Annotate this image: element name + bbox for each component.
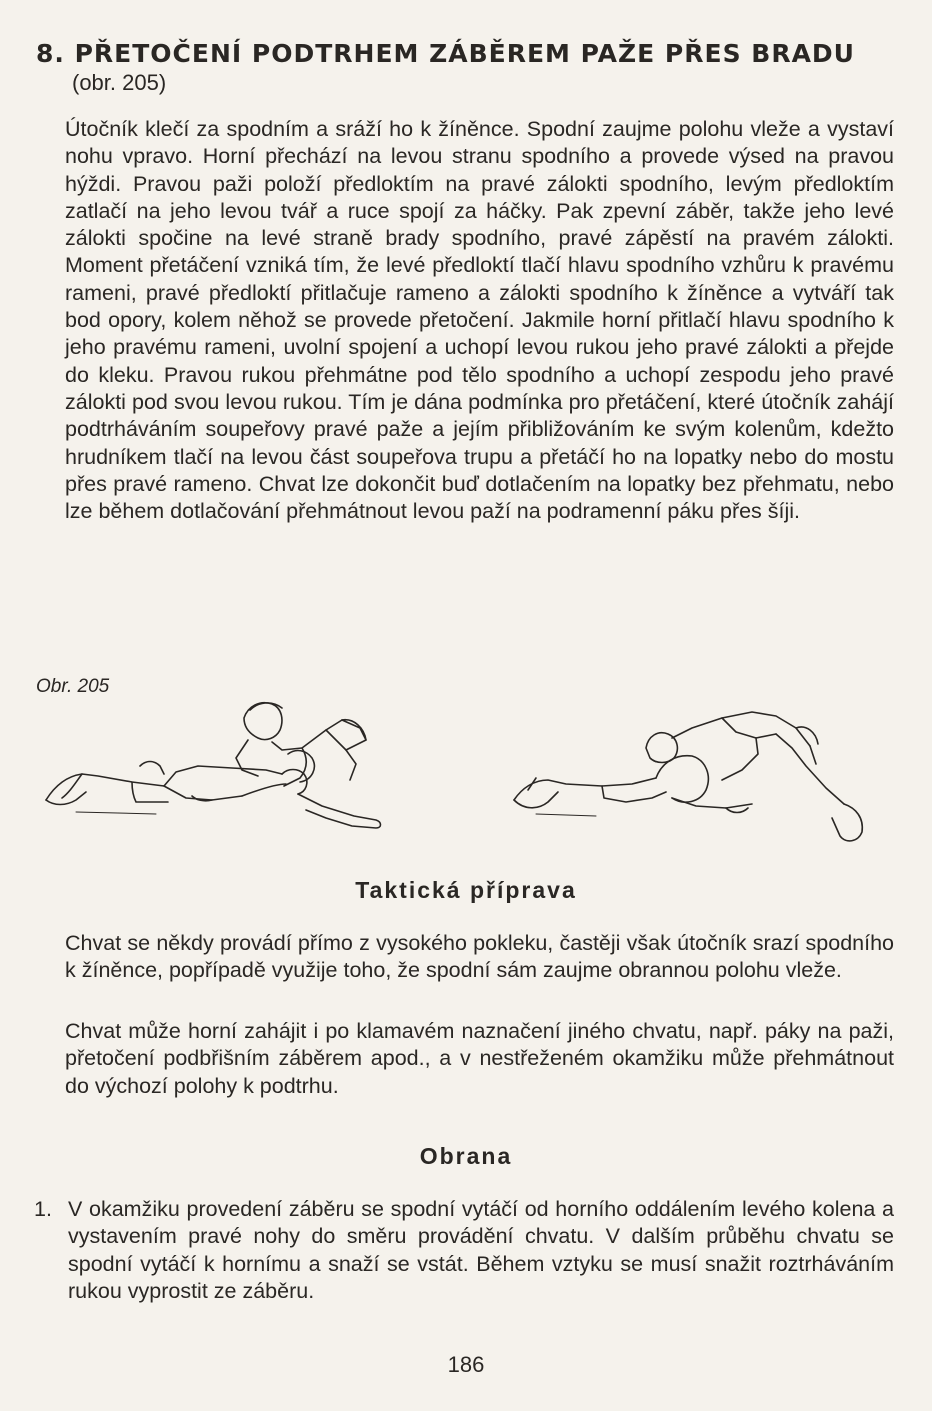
right-bottom-wrestler-figure: [514, 756, 752, 813]
list-item-number: 1.: [34, 1197, 52, 1221]
main-paragraph: [38, 116, 894, 525]
page-number: 186: [447, 1352, 485, 1377]
right-top-wrestler-figure: [646, 712, 862, 841]
tactics-paragraph-text: Chvat může horní zahájit i po klamavém naznačení jiného chvatu, např. páky na paži, přetočení podbřišním záběrem apod., a v nestřeženém okamžiku může přehmátnout do výchozí polohy k podtrhu.: [65, 1019, 894, 1098]
main-paragraph-text: Útočník klečí za spodním a sráží ho k žíněnce. Spodní zaujme polohu vleže a vystaví nohu vpravo. Horní přechází na levou stranu spodního a provede výsed na pravou hýždi. Pravou paži položí předloktím na pravé zálokti spodního, levým předloktím zatlačí na jeho levou tvář a ruce spojí za háčky. Pak zpevní záběr, takže jeho levé zálokti spočine na levé straně brady spodního, pravé zápěstí na pravém zálokti. Moment přetáčení vzniká tím, že levé předloktí tlačí hlavu spodního vzhůru k pravému rameni, pravé předloktí přitlačuje rameno a zálokti spodního k žíněnce a vytváří tak bod opory, kolem něhož se provede přetočení. Jakmile horní přitlačí hlavu spodního k jeho pravému rameni, uvolní spojení a uchopí levou rukou jeho pravé zálokti a přejde do kleku. Pravou rukou přehmátne pod tělo spodního a uchopí zespodu jeho pravé zálokti pod svou levou rukou. Tím je dána podmínka pro přetáčení, které útočník zahájí podtrháváním soupeřovy pravé paže a jejím přibližováním ke svým kolenům, kdežto hrudníkem tlačí na levou část soupeřova trupu a přetáčí ho na lopatky nebo do mostu přes pravé rameno. Chvat lze dokončit buď dotlačením na lopatky bez přehmatu, nebo lze během dotlačování přehmátnout levou paží na podramenní páku přes šíji.: [65, 117, 894, 524]
defense-list: [34, 1196, 894, 1305]
figure-caption: Obr. 205: [36, 676, 110, 697]
defense-heading: Obrana: [419, 1143, 513, 1169]
list-item-text: V okamžiku provedení záběru se spodní vytáčí od horního oddálením levého kolena a vystavením pravé nohy do směru provádění chvatu. V dalším průběhu chvatu se spodní vytáčí k hornímu a snaží se vstát. Během vztyku se musí snažit roztrháváním rukou vyprostit ze záběru.: [68, 1197, 894, 1303]
wrestling-illustration: [36, 688, 896, 868]
tactics-heading: Taktická příprava: [355, 877, 577, 903]
left-bottom-wrestler-figure: [46, 762, 381, 829]
section-heading: 8. PŘETOČENÍ PODTRHEM ZÁBĚREM PAŽE PŘES BRADU: [36, 39, 855, 68]
tactics-paragraph: [38, 1018, 894, 1100]
figure-reference: (obr. 205): [72, 70, 167, 95]
left-top-wrestler-figure: [236, 703, 366, 786]
list-item: [34, 1196, 894, 1305]
tactics-paragraph-text: Chvat se někdy provádí přímo z vysokého pokleku, častěji však útočník srazí spodního k žíněnce, popřípadě využije toho, že spodní sám zaujme obrannou polohu vleže.: [65, 931, 894, 983]
tactics-paragraph: [38, 930, 894, 985]
